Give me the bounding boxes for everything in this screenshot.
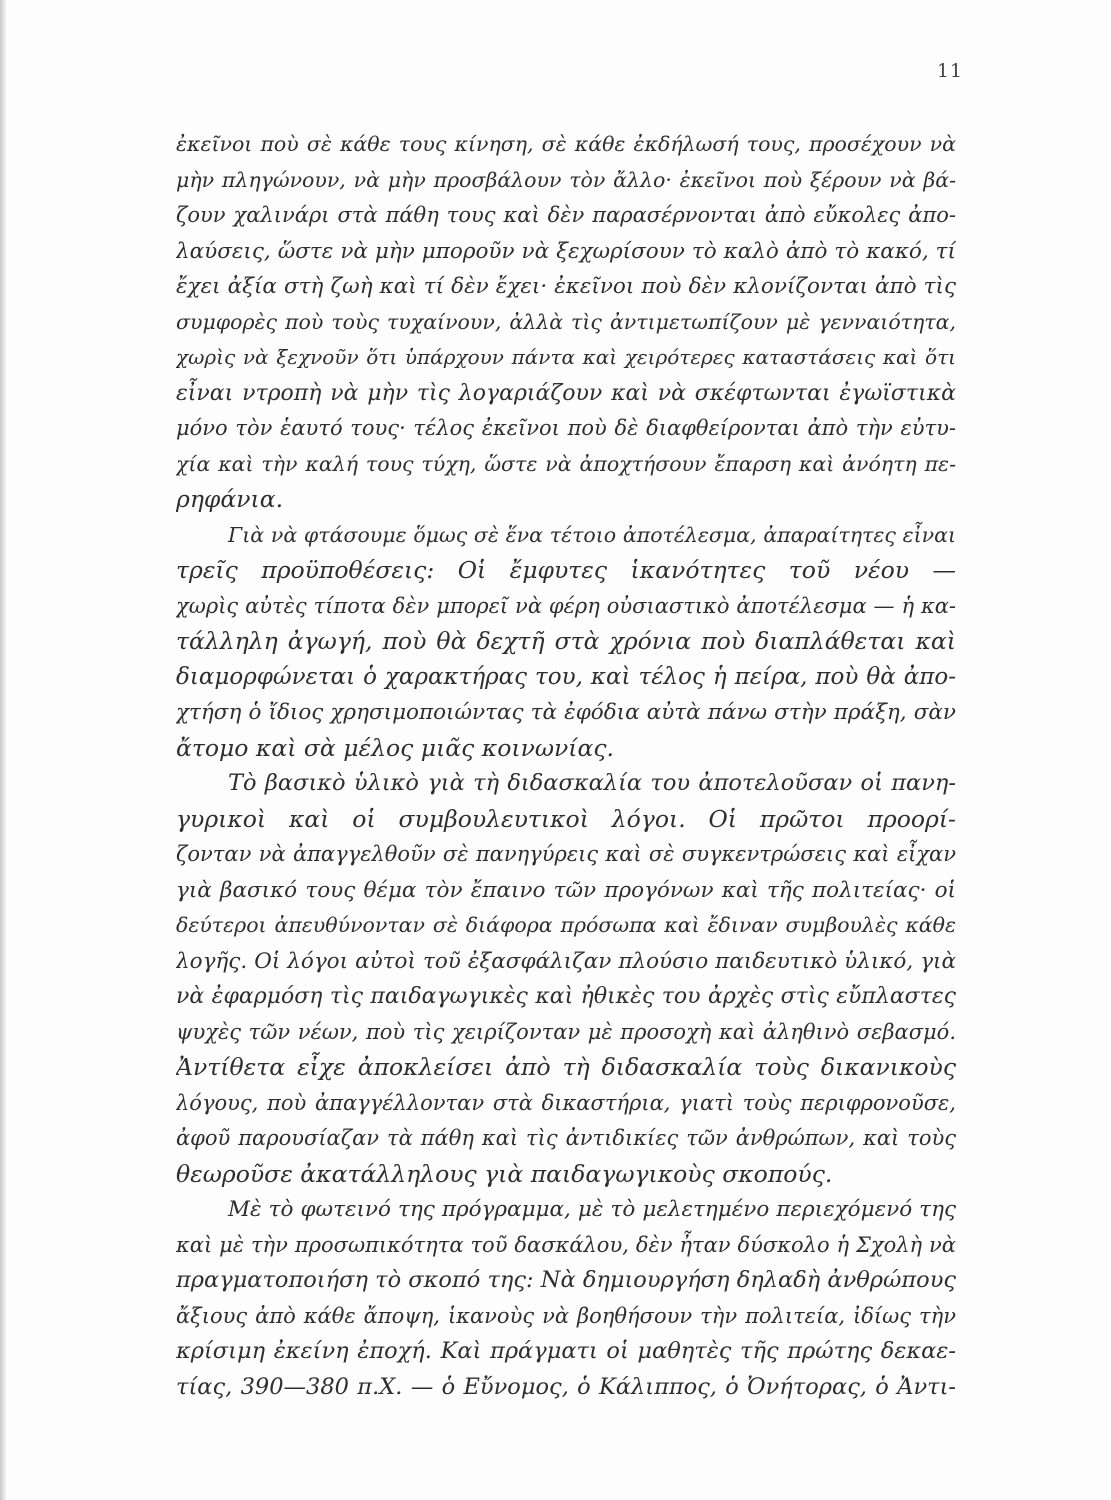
text-line: μόνο τὸν ἑαυτό τους· τέλος ἐκεῖνοι ποὺ δὲ διαφθείρονται ἀπὸ τὴν εὐτυ- — [176, 416, 956, 440]
text-line: θεωροῦσε ἀκατάλληλους γιὰ παιδαγωγικοὺς σκοπούς. — [176, 1159, 833, 1188]
text-line: ἄξιους ἀπὸ κάθε ἄποψη, ἱκανοὺς νὰ βοηθήσουν τὴν πολιτεία, ἰδίως τὴν — [176, 1303, 956, 1328]
text-line: μὴν πληγώνουν, νὰ μὴν προσβάλουν τὸν ἄλλο· ἐκεῖνοι ποὺ ξέρουν νὰ βά- — [176, 167, 956, 192]
text-line: χωρὶς νὰ ξεχνοῦν ὅτι ὑπάρχουν πάντα καὶ χειρότερες καταστάσεις καὶ ὅτι — [176, 345, 956, 369]
text-line: συμφορὲς ποὺ τοὺς τυχαίνουν, ἀλλὰ τὶς ἀντιμετωπίζουν μὲ γενναιότητα, — [176, 309, 956, 334]
text-line: χτήση ὁ ἴδιος χρησιμοποιώντας τὰ ἐφόδια αὐτὰ πάνω στὴν πράξη, σὰν — [176, 700, 956, 725]
text-line: καὶ μὲ τὴν προσωπικότητα τοῦ δασκάλου, δὲν ἦταν δύσκολο ἡ Σχολὴ νὰ — [176, 1232, 956, 1257]
text-line: λογῆς. Οἱ λόγοι αὐτοὶ τοῦ ἐξασφάλιζαν πλούσιο παιδευτικὸ ὑλικό, γιὰ — [176, 948, 956, 974]
text-line: χωρὶς αὐτὲς τίποτα δὲν μπορεῖ νὰ φέρη οὐσιαστικὸ ἀποτέλεσμα — ἡ κα- — [176, 593, 956, 618]
text-line: Ἀντίθετα εἶχε ἀποκλείσει ἀπὸ τὴ διδασκαλία τοὺς δικανικοὺς — [176, 1053, 956, 1081]
body-text — [176, 127, 956, 1405]
text-line: Τὸ βασικὸ ὑλικὸ γιὰ τὴ διδασκαλία του ἀποτελοῦσαν οἱ πανη- — [228, 770, 956, 796]
text-line: εἶναι ντροπὴ νὰ μὴν τὶς λογαριάζουν καὶ νὰ σκέφτωνται ἐγωϊστικὰ — [176, 380, 956, 406]
text-line: ἀφοῦ παρουσίαζαν τὰ πάθη καὶ τὶς ἀντιδικίες τῶν ἀνθρώπων, καὶ τοὺς — [176, 1126, 956, 1150]
page-edge-shadow — [0, 0, 6, 1500]
text-line: νὰ ἐφαρμόση τὶς παιδαγωγικὲς καὶ ἠθικὲς του ἀρχὲς στὶς εὔπλαστες — [176, 984, 956, 1009]
text-line: ρηφάνια. — [176, 485, 284, 513]
text-line: ἐκεῖνοι ποὺ σὲ κάθε τους κίνηση, σὲ κάθε ἐκδήλωσή τους, προσέχουν νὰ — [176, 132, 956, 156]
text-line: δεύτεροι ἀπευθύνονταν σὲ διάφορα πρόσωπα καὶ ἔδιναν συμβουλὲς κάθε — [176, 913, 956, 937]
text-line: κρίσιμη ἐκείνη ἐποχή. Καὶ πράγματι οἱ μαθητὲς τῆς πρώτης δεκαε- — [176, 1338, 956, 1364]
text-line: Μὲ τὸ φωτεινό της πρόγραμμα, μὲ τὸ μελετημένο περιεχόμενό της — [228, 1197, 956, 1222]
text-line: τρεῖς προϋποθέσεις: Οἱ ἔμφυτες ἱκανότητες τοῦ νέου — — [176, 556, 956, 584]
text-line: τάλληλη ἀγωγή, ποὺ θὰ δεχτῆ στὰ χρόνια ποὺ διαπλάθεται καὶ — [176, 627, 956, 655]
text-line: γυρικοὶ καὶ οἱ συμβουλευτικοὶ λόγοι. Οἱ πρῶτοι προορί- — [176, 804, 956, 833]
text-line: πραγματοποιήση τὸ σκοπό της: Νὰ δημιουργήση δηλαδὴ ἀνθρώπους — [176, 1267, 956, 1293]
text-line: τίας, 390—380 π.Χ. — ὁ Εὔνομος, ὁ Κάλιππος, ὁ Ὀνήτορας, ὁ Ἀντι- — [176, 1373, 956, 1400]
text-line: λαύσεις, ὥστε νὰ μὴν μποροῦν νὰ ξεχωρίσουν τὸ καλὸ ἀπὸ τὸ κακό, τί — [176, 238, 956, 264]
text-line: ζουν χαλινάρι στὰ πάθη τους καὶ δὲν παρασέρνονται ἀπὸ εὔκολες ἀπο- — [176, 203, 956, 227]
text-line: ζονταν νὰ ἀπαγγελθοῦν σὲ πανηγύρεις καὶ σὲ συγκεντρώσεις καὶ εἶχαν — [176, 842, 956, 866]
text-line: ἄτομο καὶ σὰ μέλος μιᾶς κοινωνίας. — [176, 733, 615, 762]
text-line: ψυχὲς τῶν νέων, ποὺ τὶς χειρίζονταν μὲ προσοχὴ καὶ ἀληθινὸ σεβασμό. — [176, 1019, 956, 1044]
text-line: γιὰ βασικό τους θέμα τὸν ἔπαινο τῶν προγόνων καὶ τῆς πολιτείας· οἱ — [176, 877, 956, 903]
page-number: 11 — [936, 60, 963, 82]
text-line: Γιὰ νὰ φτάσουμε ὅμως σὲ ἕνα τέτοιο ἀποτέλεσμα, ἀπαραίτητες εἶναι — [228, 522, 956, 547]
text-line: διαμορφώνεται ὁ χαρακτήρας του, καὶ τέλος ἡ πείρα, ποὺ θὰ ἀπο- — [176, 663, 956, 690]
text-line: λόγους, ποὺ ἀπαγγέλλονταν στὰ δικαστήρια, γιατὶ τοὺς περιφρονοῦσε, — [176, 1090, 956, 1115]
text-line: ἔχει ἀξία στὴ ζωὴ καὶ τί δὲν ἔχει· ἐκεῖνοι ποὺ δὲν κλονίζονται ἀπὸ τὶς — [176, 274, 956, 299]
text-line: χία καὶ τὴν καλή τους τύχη, ὥστε νὰ ἀποχτήσουν ἔπαρση καὶ ἀνόητη πε- — [176, 451, 956, 476]
